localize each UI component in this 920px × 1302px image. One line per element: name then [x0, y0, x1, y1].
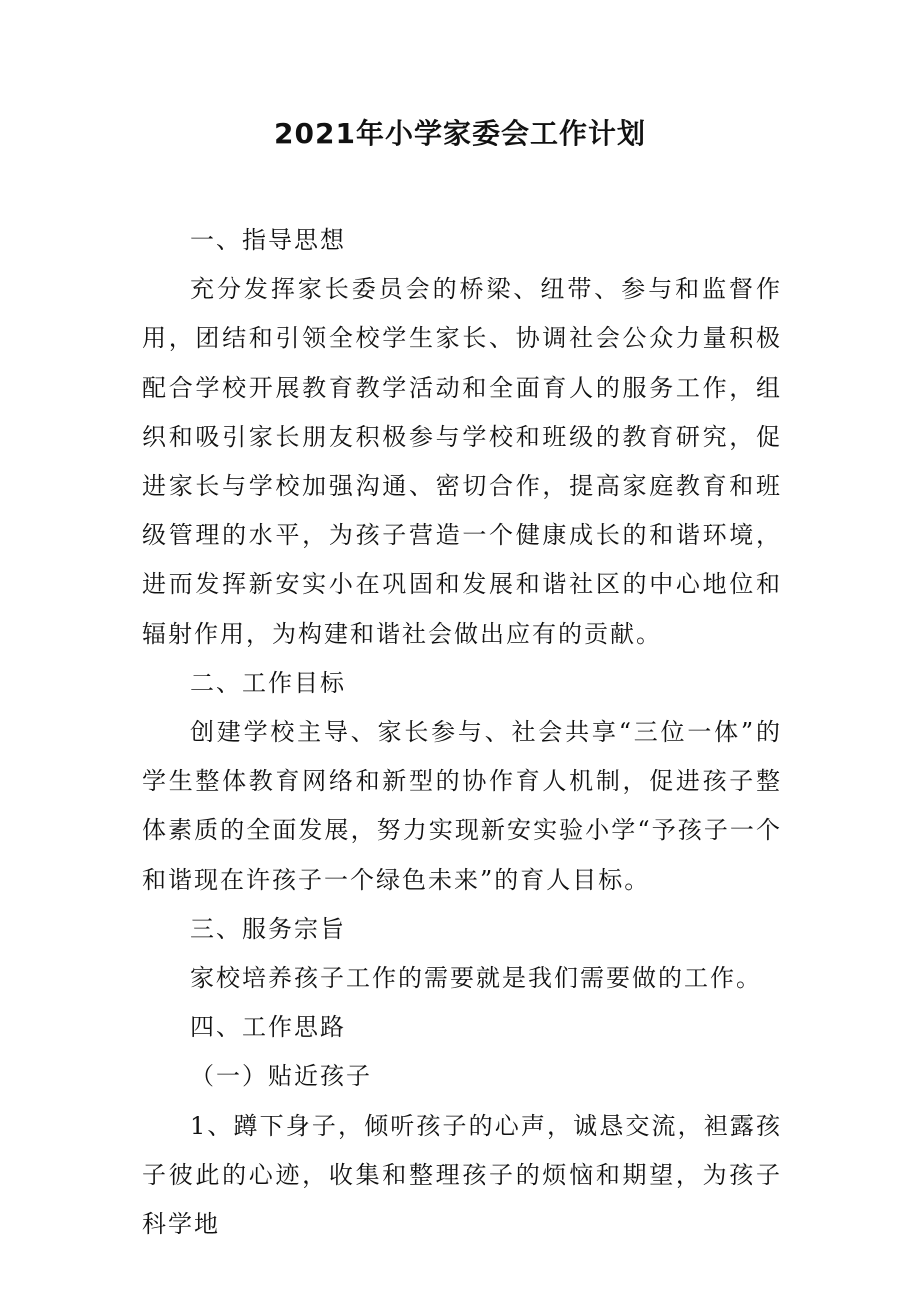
paragraph: 家校培养孩子工作的需要就是我们需要做的工作。	[190, 964, 762, 993]
section-heading: 二、工作目标	[190, 668, 346, 697]
section-heading: 一、指导思想	[190, 226, 346, 254]
section-heading: 四、工作思路	[190, 1013, 346, 1042]
subsection-heading: （一）贴近孩子	[190, 1062, 372, 1091]
document-body	[142, 216, 782, 1249]
paragraph: 充分发挥家长委员会的桥梁、纽带、参与和监督作用，团结和引领全校学生家长、协调社会公众力量积极配合学校开展教育教学活动和全面育人的服务工作，组织和吸引家长朋友积极参与学校和班级的教育研究，促进家长与学校加强沟通、密切合作，提高家庭教育和班级管理的水平，为孩子营造一个健康成长的和谐环境，进而发挥新安实小在巩固和发展和谐社区的中心地位和辐射作用，为构建和谐社会做出应有的贡献。	[142, 275, 782, 648]
document-title: 2021年小学家委会工作计划	[274, 117, 646, 150]
section-heading: 三、服务宗旨	[190, 914, 346, 943]
paragraph: 1、蹲下身子，倾听孩子的心声，诚恳交流，袒露孩子彼此的心迹，收集和整理孩子的烦恼和期望，为孩子科学地	[142, 1111, 782, 1239]
paragraph: 创建学校主导、家长参与、社会共享“三位一体”的学生整体教育网络和新型的协作育人机制，促进孩子整体素质的全面发展，努力实现新安实验小学“予孩子一个和谐现在许孩子一个绿色未来”的育人目标。	[142, 718, 782, 894]
